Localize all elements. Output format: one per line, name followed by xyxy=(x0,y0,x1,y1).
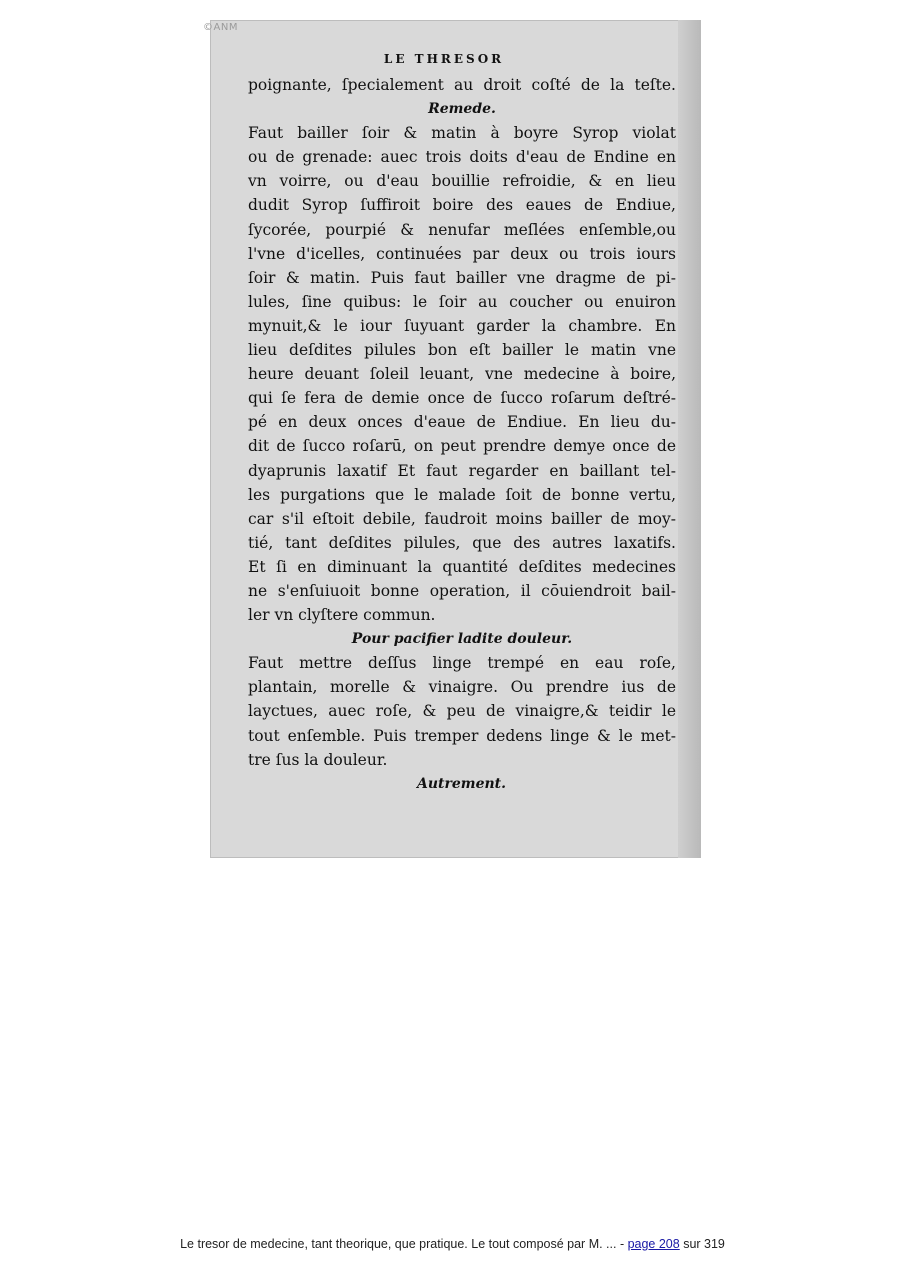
text-line: Faut bailler ſoir & matin à boyre Syrop violat xyxy=(248,124,676,143)
text-line: poignante, ſpecialement au droit coſté de la teſte. xyxy=(248,76,676,94)
page-link[interactable]: page 208 xyxy=(627,1237,680,1251)
text-line: lieu deſdites pilules bon eſt bailler le matin vne xyxy=(248,341,676,360)
page-text xyxy=(248,73,676,796)
text-line: heure deuant ſoleil leuant, vne medecine à boire, xyxy=(248,365,676,384)
text-line: tout enſemble. Puis tremper dedens linge & le met- xyxy=(248,726,676,745)
section-heading: Remede. xyxy=(428,101,496,118)
scanned-page xyxy=(210,20,701,858)
text-line: ler vn clyſtere commun. xyxy=(248,606,436,625)
text-line: dudit Syrop ſuffiroit boire des eaues de Endiue, xyxy=(248,196,676,215)
text-line: vn voirre, ou d'eau bouillie refroidie, & en lieu xyxy=(248,172,676,191)
catchword: Autrement. xyxy=(416,775,506,792)
text-line: tre ſus la douleur. xyxy=(248,750,388,769)
text-line: dit de ſucco roſarū, on peut prendre demye once de xyxy=(248,437,676,456)
running-head: LE THRESOR xyxy=(383,52,505,66)
text-line: Et ſi en diminuant la quantité deſdites medecines xyxy=(248,557,676,576)
text-line: plantain, morelle & vinaigre. Ou prendre ius de xyxy=(248,678,676,697)
text-line: qui ſe fera de demie once de ſucco roſarum deſtré- xyxy=(248,389,676,408)
text-line: layctues, auec roſe, & peu de vinaigre,& teidir le xyxy=(248,702,676,721)
text-line: l'vne d'icelles, continuées par deux ou trois iours xyxy=(248,244,676,263)
text-line: pé en deux onces d'eaue de Endiue. En lieu du- xyxy=(248,413,676,432)
footer-total: sur 319 xyxy=(679,1237,725,1251)
watermark: ©ANM xyxy=(203,22,238,33)
section-heading: Pour pacifier ladite douleur. xyxy=(351,631,573,648)
text-line: tié, tant deſdites pilules, que des autres laxatifs. xyxy=(248,533,676,552)
text-line: ſoir & matin. Puis faut bailler vne dragme de pi- xyxy=(248,268,676,287)
text-line: Faut mettre deſſus linge trempé en eau roſe, xyxy=(248,654,676,673)
text-line: mynuit,& le iour ſuyuant garder la chambre. En xyxy=(248,316,676,335)
text-line: ou de grenade: auec trois doits d'eau de Endine en xyxy=(248,148,676,167)
text-line: lules, ſine quibus: le ſoir au coucher ou enuiron xyxy=(248,292,676,311)
text-line: dyaprunis laxatif Et faut regarder en baillant tel- xyxy=(248,461,676,480)
text-line: ne s'enſuiuoit bonne operation, il cōuiendroit bail- xyxy=(248,581,676,600)
text-line: les purgations que le malade ſoit de bonne vertu, xyxy=(248,485,676,504)
text-line: ſycorée, pourpié & nenufar meſlées enſemble,ou xyxy=(248,220,676,239)
footer-title: Le tresor de medecine, tant theorique, que pratique. Le tout composé par M. ... - xyxy=(180,1237,628,1251)
footer xyxy=(0,1237,905,1251)
text-line: car s'il eſtoit debile, faudroit moins bailler de moy- xyxy=(248,509,676,528)
